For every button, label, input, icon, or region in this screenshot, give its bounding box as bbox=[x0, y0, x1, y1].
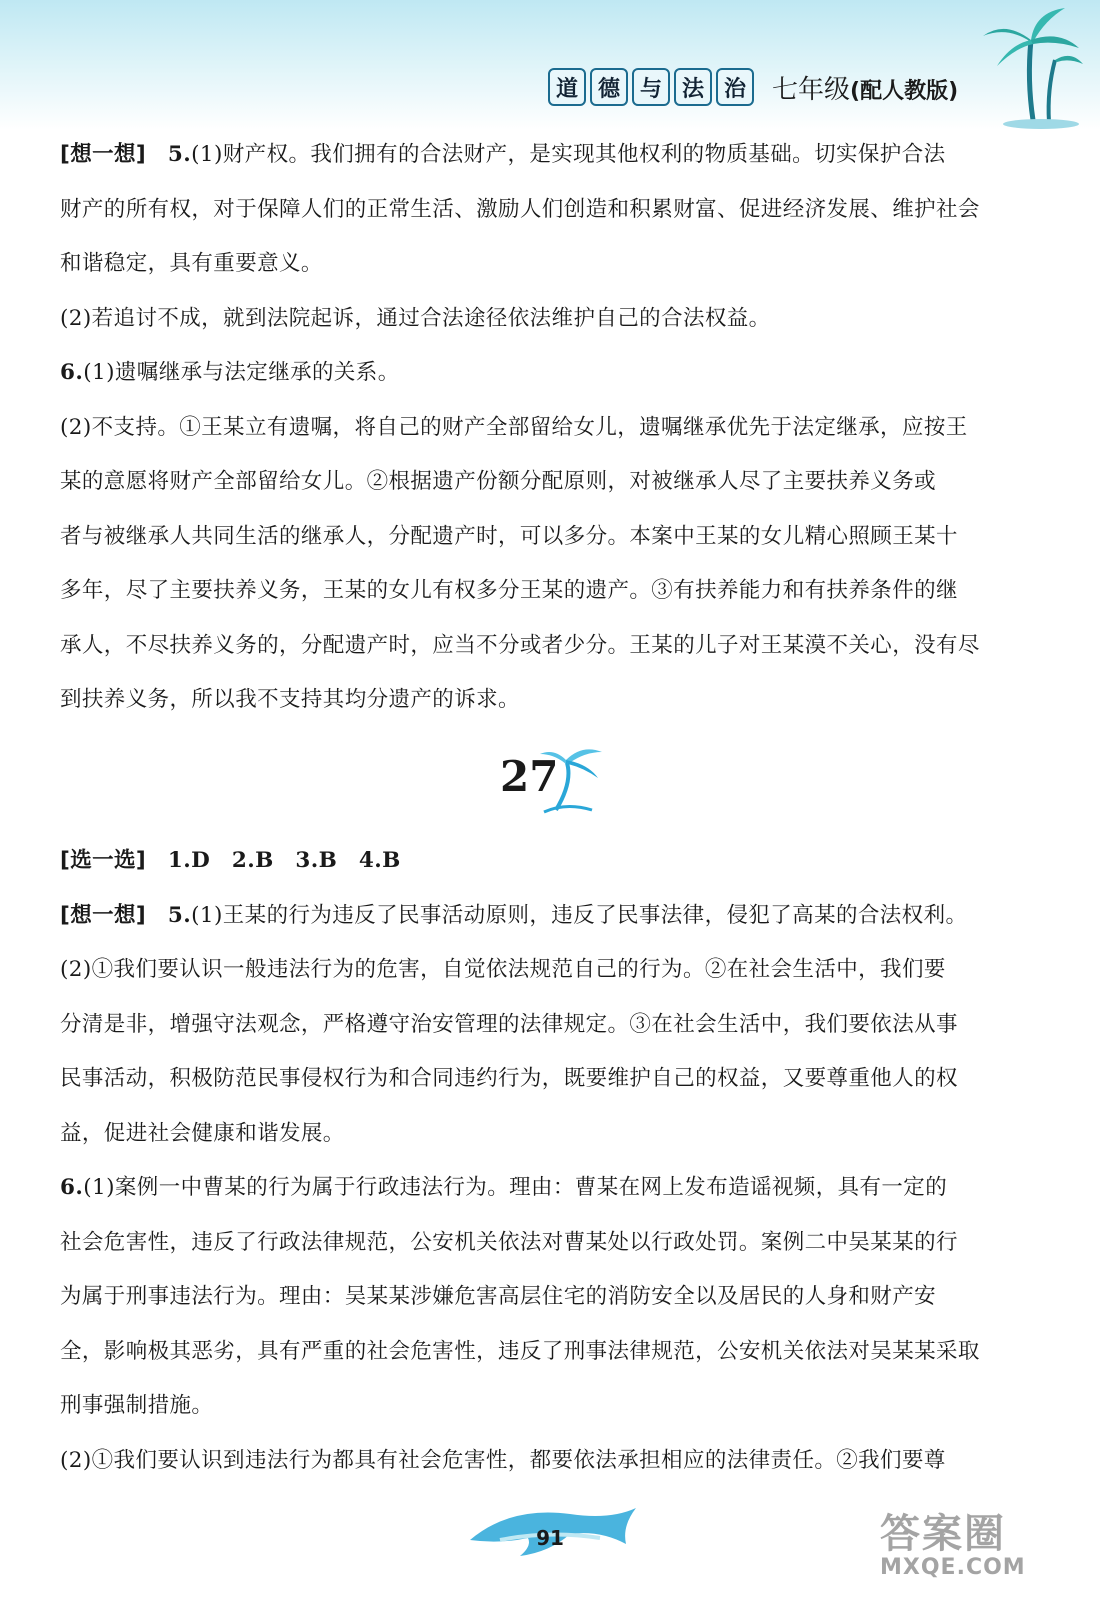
answer-line: (2)不支持。①王某立有遗嘱，将自己的财产全部留给女儿，遗嘱继承优先于法定继承，应按王 bbox=[60, 414, 968, 440]
think-tag: [想一想] bbox=[60, 902, 147, 928]
subject-char: 德 bbox=[590, 68, 628, 106]
question-number: 5. bbox=[167, 142, 192, 167]
answer-line: 多年，尽了主要扶养义务，王某的女儿有权多分王某的遗产。③有扶养能力和有扶养条件的继 bbox=[60, 578, 958, 603]
answer-line: (2)①我们要认识一般违法行为的危害，自觉依法规范自己的行为。②在社会生活中，我们要 bbox=[60, 957, 946, 982]
header-banner bbox=[0, 0, 1100, 130]
choose-tag: [选一选] bbox=[60, 848, 147, 873]
answers-part-2 bbox=[60, 834, 984, 1488]
question-5 bbox=[60, 128, 984, 183]
question-6 bbox=[60, 346, 984, 401]
think-tag: [想一想] bbox=[60, 142, 147, 167]
watermark bbox=[880, 1502, 1080, 1592]
answer-line: 者与被继承人共同生活的继承人，分配遗产时，可以多分。本案中王某的女儿精心照顾王某十 bbox=[60, 523, 958, 549]
answers-part-1 bbox=[60, 128, 984, 728]
answer-line: 为属于刑事违法行为。理由：吴某某涉嫌危害高层住宅的消防安全以及居民的人身和财产安 bbox=[60, 1284, 937, 1309]
section-digits: 27 bbox=[500, 752, 559, 801]
answer-line: 到扶养义务，所以我不支持其均分遗产的诉求。 bbox=[60, 687, 520, 712]
answer-line: 社会危害性，违反了行政法律规范，公安机关依法对曹某处以行政处罚。案例二中吴某某的行 bbox=[60, 1229, 958, 1255]
answer-line: 刑事强制措施。 bbox=[60, 1393, 214, 1418]
question-6 bbox=[60, 1161, 984, 1216]
answer-line: 承人，不尽扶养义务的，分配遗产时，应当不分或者少分。王某的儿子对王某漠不关心，没有尽 bbox=[60, 632, 980, 658]
subject-char: 法 bbox=[674, 68, 712, 106]
choose-answers bbox=[60, 834, 984, 889]
answer-line: (2)若追讨不成，就到法院起诉，通过合法途径依法维护自己的合法权益。 bbox=[60, 305, 771, 331]
answer-choice: 4.B bbox=[358, 848, 401, 873]
subject-char: 道 bbox=[548, 68, 586, 106]
header-title bbox=[548, 68, 958, 106]
question-5 bbox=[60, 889, 984, 944]
answer-choice: 3.B bbox=[295, 848, 338, 873]
answer-line: 民事活动，积极防范民事侵权行为和合同违约行为，既要维护自己的权益，又要尊重他人的权 bbox=[60, 1066, 958, 1091]
watermark-url: MXQE.COM bbox=[880, 1555, 1026, 1580]
page-footer bbox=[440, 1500, 660, 1570]
edition-text: (配人教版) bbox=[850, 78, 959, 104]
grade-text: 七年级 bbox=[772, 74, 851, 105]
answer-choice: 2.B bbox=[231, 848, 274, 873]
page-number: 91 bbox=[536, 1526, 564, 1550]
subject-char: 与 bbox=[632, 68, 670, 106]
answer-line: 某的意愿将财产全部留给女儿。②根据遗产份额分配原则，对被继承人尽了主要扶养义务或 bbox=[60, 469, 937, 494]
question-number: 6. bbox=[60, 360, 84, 385]
answer-line: (2)①我们要认识到违法行为都具有社会危害性，都要依法承担相应的法律责任。②我们要尊 bbox=[60, 1447, 946, 1473]
answer-text: (1)财产权。我们拥有的合法财产，是实现其他权利的物质基础。切实保护合法 bbox=[191, 142, 946, 167]
answer-line: 全，影响极其恶劣，具有严重的社会危害性，违反了刑事法律规范，公安机关依法对吴某某采取 bbox=[60, 1338, 980, 1364]
answer-line: 财产的所有权，对于保障人们的正常生活、激励人们创造和积累财富、促进经济发展、维护社会 bbox=[60, 196, 980, 222]
answer-text: (1)遗嘱继承与法定继承的关系。 bbox=[83, 360, 400, 385]
answer-line: 和谐稳定，具有重要意义。 bbox=[60, 251, 323, 276]
question-number: 6. bbox=[60, 1175, 84, 1200]
grade-label bbox=[772, 69, 958, 106]
answer-text: (1)案例一中曹某的行为属于行政违法行为。理由：曹某在网上发布造谣视频，具有一定的 bbox=[83, 1175, 948, 1200]
watermark-logo-text: 答案圈 bbox=[880, 1511, 1006, 1557]
answer-text: (1)王某的行为违反了民事活动原则，违反了民事法律，侵犯了高某的合法权利。 bbox=[191, 902, 968, 928]
palm-tree-icon bbox=[975, 0, 1085, 130]
answer-line: 分清是非，增强守法观念，严格遵守治安管理的法律规定。③在社会生活中，我们要依法从事 bbox=[60, 1011, 958, 1037]
answer-line: 益，促进社会健康和谐发展。 bbox=[60, 1120, 345, 1146]
subject-char: 治 bbox=[716, 68, 754, 106]
subject-title bbox=[548, 68, 754, 106]
question-number: 5. bbox=[167, 902, 192, 928]
section-number bbox=[500, 740, 610, 820]
answer-choice: 1.D bbox=[167, 848, 211, 873]
